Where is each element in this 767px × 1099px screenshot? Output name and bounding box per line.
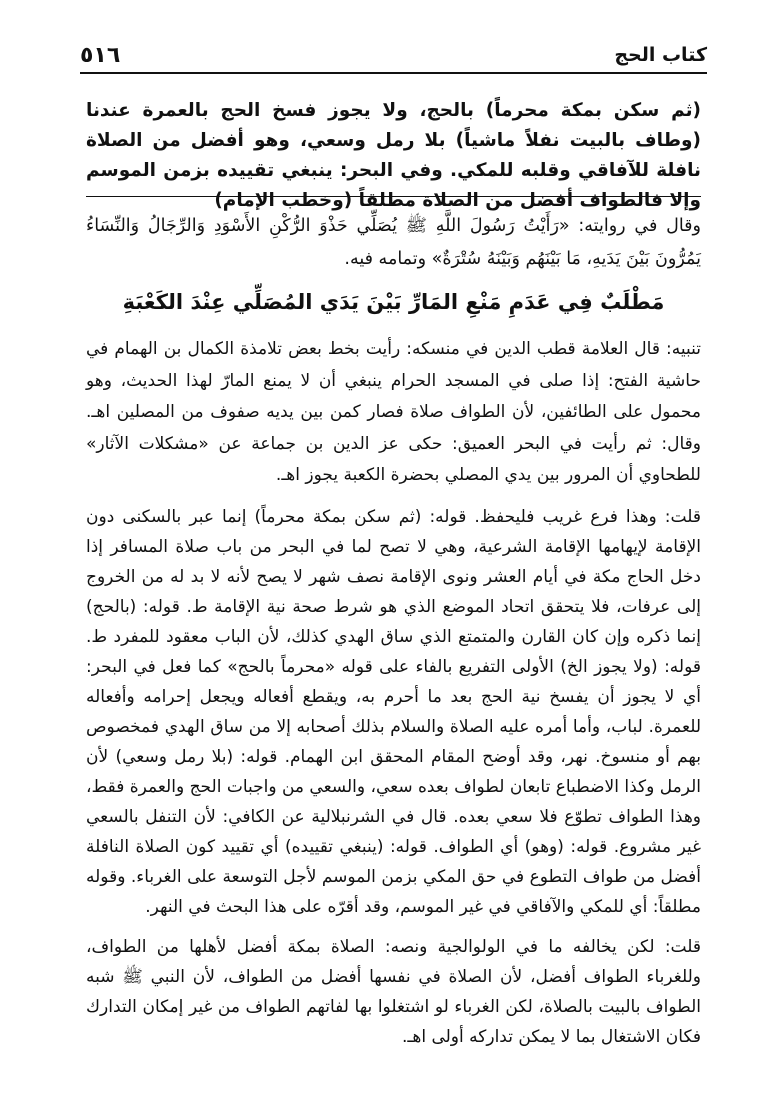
page-number: ٥١٦ xyxy=(80,43,121,68)
commentary-paragraph-tanbih: تنبيه: قال العلامة قطب الدين في منسكه: رأيت بخط بعض تلامذة الكمال بن الهمام في حاشية الفتح: إذا صلى في المسجد الحرام ينبغي أن لا يمنع المارّ لهذا الحديث، وهو محمول على الطائفين، لأن الطواف صلاة فصار كمن بين يديه صفوف من المصلين اهـ. وقال: ثم رأيت في البحر العميق: حكى عز الدين بن جماعة عن «مشكلات الآثار» للطحاوي أن المرور بين يدي المصلي بحضرة الكعبة يجوز اهـ. xyxy=(86,339,701,485)
commentary-block-1 xyxy=(86,210,701,276)
commentary-paragraph-qultu: قلت: وهذا فرع غريب فليحفظ. قوله: (ثم سكن بمكة محرماً) إنما عبر بالسكنى دون الإقامة لإيهامها الإقامة الشرعية، وهي لا تصح لما في البحر من باب صلاة المسافر إذا دخل الحاج مكة في أيام العشر ونوى الإقامة نصف شهر لا يصح لأنه لا بد له من الخروج إلى عرفات، فلا يتحقق اتحاد الموضع الذي هو شرط صحة نية الإقامة ط. قوله: (بالحج) إنما ذكره وإن كان القارن والمتمتع الذي ساق الهدي كذلك، لأن الباب معقود للمفرد ط. قوله: (ولا يجوز الخ) الأولى التفريع بالفاء على قوله «محرماً بالحج» كما فعل في البحر: أي لا يجوز أن يفسخ نية الحج بعد ما أحرم به، ويقطع أفعاله ويجعل إحرامه وأفعاله للعمرة. لباب، وأما أمره عليه الصلاة والسلام بذلك أصحابه إلا من ساق الهدي فمخصوص بهم أو منسوخ. نهر، وقد أوضح المقام المحقق ابن الهمام. قوله: (بلا رمل وسعي) لأن الرمل وكذا الاضطباع تابعان لطواف بعده سعي، والسعي من واجبات الحج والعمرة فقط، وهذا الطواف تطوّع فلا سعي بعده. قال في الشرنبلالية عن الكافي: لأن التنفل بالسعي غير مشروع. قوله: (وهو) أي الطواف. قوله: (ينبغي تقييده) أي تقييد كون الصلاة النافلة أفضل من طواف التطوع في حق المكي بزمن الموسم لأجل التوسعة على الغرباء. وقوله مطلقاً: أي للمكي والآفاقي في غير الموسم، وقد أقرّه على هذا البحث في النهر. xyxy=(85,507,701,917)
section-heading: مَطْلَبٌ فِي عَدَمِ مَنْعِ المَارِّ بَيْنَ يَدَي المُصَلِّي عِنْدَ الكَعْبَةِ xyxy=(122,290,665,314)
matn-text xyxy=(86,96,701,216)
book-title: كتاب الحج xyxy=(614,44,707,66)
commentary-block-3 xyxy=(86,502,701,922)
page-header xyxy=(80,40,707,74)
commentary-block-4 xyxy=(86,932,701,1052)
matn-paragraph: (ثم سكن بمكة محرماً) بالحج، ولا يجوز فسخ الحج بالعمرة عندنا (وطاف بالبيت نفلاً ماشياً) بلا رمل وسعي، وهو أفضل من الصلاة نافلة للآفاقي وقلبه للمكي. وفي البحر: ينبغي تقييده بزمن الموسم وإلا فالطواف أفضل من الصلاة مطلقاً (وخطب الإمام) xyxy=(86,100,701,211)
commentary-block-2 xyxy=(86,334,701,492)
commentary-paragraph-walwalijiyya: قلت: لكن يخالفه ما في الولوالجية ونصه: الصلاة بمكة أفضل لأهلها من الطواف، وللغرباء الطواف أفضل، لأن الصلاة في نفسها أفضل من الطواف، لأن النبي ﷺ شبه الطواف بالبيت بالصلاة، لكن الغرباء لو اشتغلوا بها لفاتهم الطواف من غير إمكان التدارك فكان الاشتغال بما لا يمكن تداركه أولى اهـ. xyxy=(86,937,701,1047)
matn-divider xyxy=(86,196,701,197)
commentary-paragraph-hadith: وقال في روايته: «رَأَيْتُ رَسُولَ اللَّهِ ﷺ يُصَلِّي حَذْوَ الرُّكْنِ الأَسْوَدِ وَالرِّجَالُ وَالنِّسَاءُ يَمُرُّونَ بَيْنَ يَدَيهِ، مَا بَيْنَهُم وَبَيْنَهُ سُتْرَةٌ» وتمامه فيه. xyxy=(86,216,701,269)
